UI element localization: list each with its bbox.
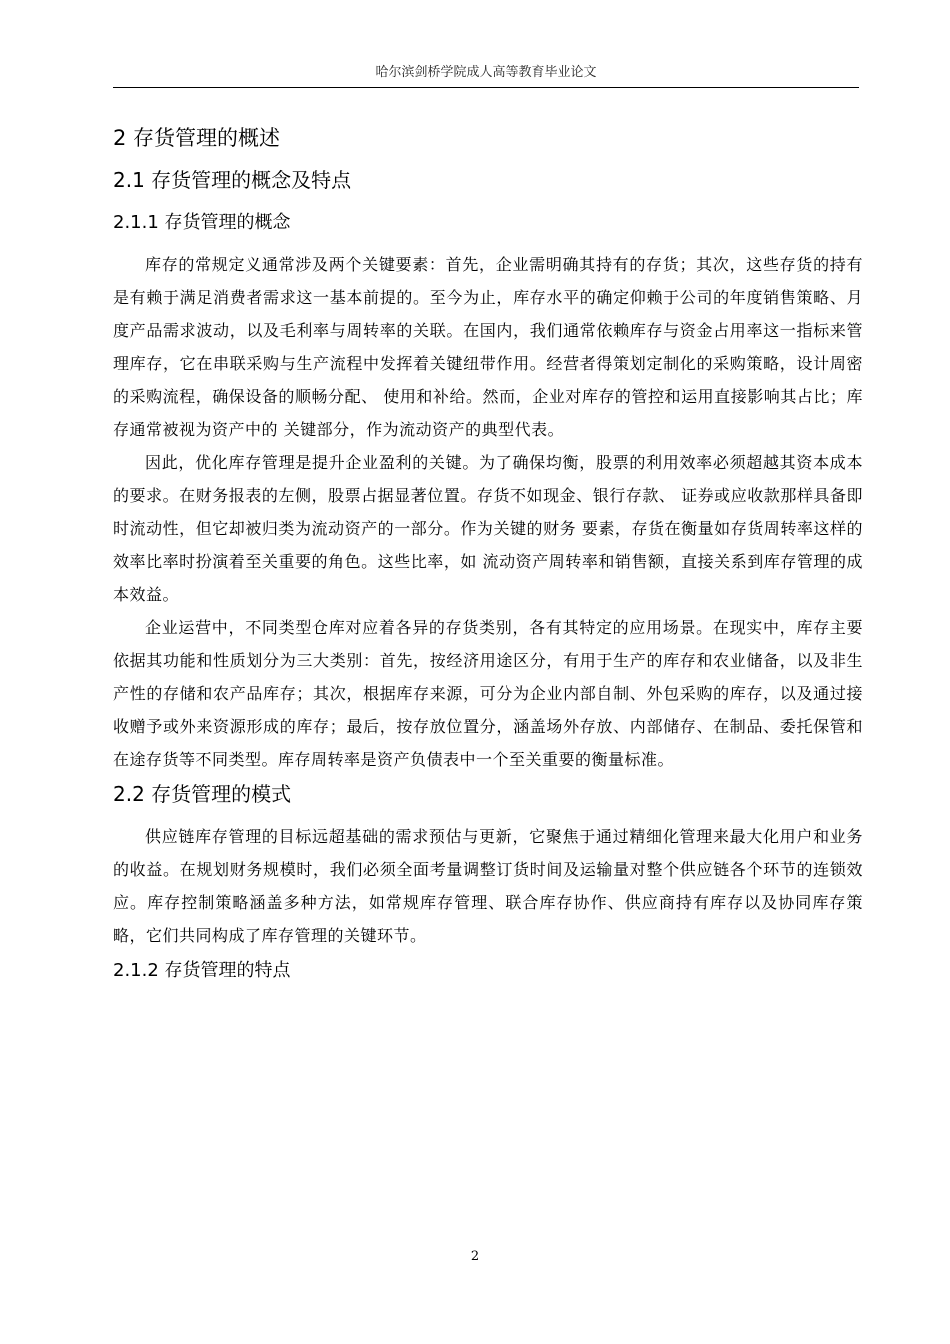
running-header: 哈尔滨剑桥学院成人高等教育毕业论文 [375,65,597,80]
section-heading-2-2: 2.2 存货管理的模式 [113,782,292,806]
paragraph: 库存的常规定义通常涉及两个关键要素：首先，企业需明确其持有的存货；其次，这些存货的持有是有赖于满足消费者需求这一基本前提的。至今为止，库存水平的确定仰赖于公司的年度销售策略、月度产品需求波动，以及毛利率与周转率的关联。在国内，我们通常依赖库存与资金占用率这一指标来管理库存，它在串联采购与生产流程中发挥着关键纽带作用。经营者得策划定制化的采购策略，设计周密的采购流程，确保设备的顺畅分配、 使用和补给。然而，企业对库存的管控和运用直接影响其占比；库存通常被视为资产中的 关键部分，作为流动资产的典型代表。 [113,255,863,439]
paragraph: 因此，优化库存管理是提升企业盈利的关键。为了确保均衡，股票的利用效率必须超越其资本成本的要求。在财务报表的左侧，股票占据显著位置。存货不如现金、银行存款、 证券或应收款那样具备即时流动性，但它却被归类为流动资产的一部分。作为关键的财务 要素，存货在衡量如存货周转率这样的效率比率时扮演着至关重要的角色。这些比率，如 流动资产周转率和销售额，直接关系到库存管理的成本效益。 [113,453,863,604]
page-number: 2 [470,1249,480,1264]
header-divider [113,87,859,88]
subsection-heading-2-1-1: 2.1.1 存货管理的概念 [113,212,291,233]
section-heading-2-1: 2.1 存货管理的概念及特点 [113,168,352,192]
paragraph: 供应链库存管理的目标远超基础的需求预估与更新，它聚焦于通过精细化管理来最大化用户和业务的收益。在规划财务规模时，我们必须全面考量调整订货时间及运输量对整个供应链各个环节的连锁效应。库存控制策略涵盖多种方法，如常规库存管理、联合库存协作、供应商持有库存以及协同库存策略，它们共同构成了库存管理的关键环节。 [113,827,863,945]
paragraph: 企业运营中，不同类型仓库对应着各异的存货类别，各有其特定的应用场景。在现实中，库存主要依据其功能和性质划分为三大类别：首先，按经济用途区分，有用于生产的库存和农业储备，以及非生产性的存储和农产品库存；其次，根据库存来源，可分为企业内部自制、外包采购的库存，以及通过接收赠予或外来资源形成的库存；最后，按存放位置分，涵盖场外存放、内部储存、在制品、委托保管和在途存货等不同类型。库存周转率是资产负债表中一个至关重要的衡量标准。 [113,618,863,769]
page-body [113,118,863,996]
chapter-heading: 2 存货管理的概述 [113,126,281,150]
subsection-heading-2-1-2: 2.1.2 存货管理的特点 [113,960,291,981]
